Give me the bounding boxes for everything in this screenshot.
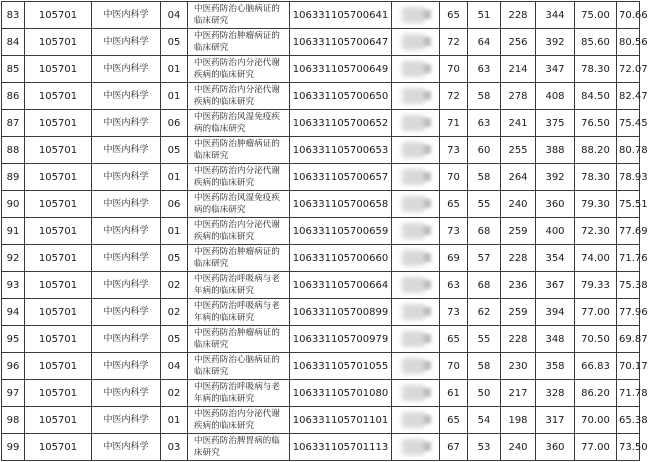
blurred-name-residue bbox=[423, 415, 431, 424]
total-score-cell: 80.78 bbox=[617, 137, 640, 164]
exam-id-cell: 106331105700647 bbox=[290, 29, 392, 56]
prelim-total-cell: 347 bbox=[536, 56, 575, 83]
row-number-cell: 90 bbox=[2, 191, 25, 218]
retest-score-cell: 84.50 bbox=[575, 83, 617, 110]
row-number-cell: 95 bbox=[2, 326, 25, 353]
blurred-name-mask bbox=[402, 223, 425, 239]
course1-score-cell: 240 bbox=[501, 434, 536, 461]
course1-score-cell: 214 bbox=[501, 56, 536, 83]
major-code-cell: 105701 bbox=[25, 164, 92, 191]
prelim-total-cell: 358 bbox=[536, 353, 575, 380]
table-row bbox=[2, 299, 640, 326]
redacted-name-cell bbox=[392, 110, 440, 137]
table-row bbox=[2, 164, 640, 191]
blurred-name-residue bbox=[423, 388, 431, 397]
total-score-cell: 71.78 bbox=[617, 380, 640, 407]
blurred-name-mask bbox=[402, 304, 425, 320]
total-score-cell: 69.87 bbox=[617, 326, 640, 353]
table-row bbox=[2, 137, 640, 164]
redacted-name-cell bbox=[392, 407, 440, 434]
retest-score-cell: 79.30 bbox=[575, 191, 617, 218]
row-number-cell: 92 bbox=[2, 245, 25, 272]
prelim-total-cell: 328 bbox=[536, 380, 575, 407]
research-direction-cell: 中医药防治脾胃病的临床研究 bbox=[188, 434, 290, 461]
retest-score-cell: 78.30 bbox=[575, 164, 617, 191]
course1-score-cell: 259 bbox=[501, 218, 536, 245]
english-score-cell: 51 bbox=[468, 2, 501, 29]
redacted-name-cell bbox=[392, 245, 440, 272]
english-score-cell: 55 bbox=[468, 326, 501, 353]
exam-id-cell: 106331105701080 bbox=[290, 380, 392, 407]
course1-score-cell: 228 bbox=[501, 245, 536, 272]
redacted-name-cell bbox=[392, 137, 440, 164]
major-name-cell: 中医内科学 bbox=[92, 380, 161, 407]
course1-score-cell: 240 bbox=[501, 191, 536, 218]
blurred-name-residue bbox=[423, 334, 431, 343]
course1-score-cell: 264 bbox=[501, 164, 536, 191]
research-direction-cell: 中医药防治内分泌代谢疾病的临床研究 bbox=[188, 218, 290, 245]
course1-score-cell: 228 bbox=[501, 2, 536, 29]
research-direction-cell: 中医药防治心脑病证的临床研究 bbox=[188, 353, 290, 380]
redacted-name-cell bbox=[392, 191, 440, 218]
research-direction-cell: 中医药防治呼吸病与老年病的临床研究 bbox=[188, 272, 290, 299]
research-direction-cell: 中医药防治肿瘤病证的临床研究 bbox=[188, 326, 290, 353]
retest-score-cell: 70.50 bbox=[575, 326, 617, 353]
direction-code-cell: 02 bbox=[161, 272, 188, 299]
research-direction-cell: 中医药防治肿瘤病证的临床研究 bbox=[188, 29, 290, 56]
retest-score-cell: 85.60 bbox=[575, 29, 617, 56]
total-score-cell: 65.38 bbox=[617, 407, 640, 434]
blurred-name-residue bbox=[423, 37, 431, 46]
major-name-cell: 中医内科学 bbox=[92, 164, 161, 191]
row-number-cell: 97 bbox=[2, 380, 25, 407]
retest-score-cell: 72.30 bbox=[575, 218, 617, 245]
exam-id-cell: 106331105700649 bbox=[290, 56, 392, 83]
blurred-name-residue bbox=[423, 64, 431, 73]
blurred-name-residue bbox=[423, 91, 431, 100]
retest-score-cell: 77.00 bbox=[575, 434, 617, 461]
blurred-name-residue bbox=[423, 307, 431, 316]
table-row bbox=[2, 353, 640, 380]
prelim-total-cell: 408 bbox=[536, 83, 575, 110]
blurred-name-mask bbox=[402, 277, 425, 293]
retest-score-cell: 66.83 bbox=[575, 353, 617, 380]
blurred-name-mask bbox=[402, 34, 425, 50]
exam-id-cell: 106331105700664 bbox=[290, 272, 392, 299]
major-code-cell: 105701 bbox=[25, 326, 92, 353]
row-number-cell: 87 bbox=[2, 110, 25, 137]
research-direction-cell: 中医药防治肿瘤病证的临床研究 bbox=[188, 245, 290, 272]
table-row bbox=[2, 380, 640, 407]
major-name-cell: 中医内科学 bbox=[92, 245, 161, 272]
table-row bbox=[2, 326, 640, 353]
blurred-name-residue bbox=[423, 226, 431, 235]
total-score-cell: 75.45 bbox=[617, 110, 640, 137]
prelim-total-cell: 348 bbox=[536, 326, 575, 353]
blurred-name-mask bbox=[402, 7, 425, 23]
redacted-name-cell bbox=[392, 56, 440, 83]
prelim-total-cell: 392 bbox=[536, 29, 575, 56]
blurred-name-residue bbox=[423, 10, 431, 19]
admission-score-table bbox=[1, 1, 648, 461]
major-code-cell: 105701 bbox=[25, 299, 92, 326]
retest-score-cell: 75.00 bbox=[575, 2, 617, 29]
direction-code-cell: 04 bbox=[161, 2, 188, 29]
row-number-cell: 89 bbox=[2, 164, 25, 191]
major-name-cell: 中医内科学 bbox=[92, 29, 161, 56]
row-number-cell: 88 bbox=[2, 137, 25, 164]
prelim-total-cell: 394 bbox=[536, 299, 575, 326]
total-score-cell: 75.38 bbox=[617, 272, 640, 299]
table-row bbox=[2, 272, 640, 299]
table-row bbox=[2, 2, 640, 29]
row-number-cell: 83 bbox=[2, 2, 25, 29]
major-name-cell: 中医内科学 bbox=[92, 353, 161, 380]
row-number-cell: 94 bbox=[2, 299, 25, 326]
major-name-cell: 中医内科学 bbox=[92, 434, 161, 461]
major-name-cell: 中医内科学 bbox=[92, 272, 161, 299]
research-direction-cell: 中医药防治风湿免疫疾病的临床研究 bbox=[188, 110, 290, 137]
blurred-name-residue bbox=[423, 118, 431, 127]
row-number-cell: 91 bbox=[2, 218, 25, 245]
english-score-cell: 68 bbox=[468, 272, 501, 299]
english-score-cell: 63 bbox=[468, 56, 501, 83]
politics-score-cell: 73 bbox=[440, 137, 468, 164]
english-score-cell: 68 bbox=[468, 218, 501, 245]
politics-score-cell: 65 bbox=[440, 407, 468, 434]
course1-score-cell: 255 bbox=[501, 137, 536, 164]
english-score-cell: 57 bbox=[468, 245, 501, 272]
major-code-cell: 105701 bbox=[25, 56, 92, 83]
major-code-cell: 105701 bbox=[25, 110, 92, 137]
blurred-name-residue bbox=[423, 253, 431, 262]
total-score-cell: 75.51 bbox=[617, 191, 640, 218]
research-direction-cell: 中医药防治肿瘤病证的临床研究 bbox=[188, 137, 290, 164]
english-score-cell: 60 bbox=[468, 137, 501, 164]
row-number-cell: 98 bbox=[2, 407, 25, 434]
direction-code-cell: 01 bbox=[161, 83, 188, 110]
total-score-cell: 73.50 bbox=[617, 434, 640, 461]
course1-score-cell: 228 bbox=[501, 326, 536, 353]
blurred-name-residue bbox=[423, 172, 431, 181]
prelim-total-cell: 392 bbox=[536, 164, 575, 191]
politics-score-cell: 70 bbox=[440, 353, 468, 380]
table-row bbox=[2, 29, 640, 56]
english-score-cell: 62 bbox=[468, 299, 501, 326]
blurred-name-mask bbox=[402, 61, 425, 77]
major-code-cell: 105701 bbox=[25, 245, 92, 272]
redacted-name-cell bbox=[392, 2, 440, 29]
blurred-name-mask bbox=[402, 358, 425, 374]
course1-score-cell: 259 bbox=[501, 299, 536, 326]
prelim-total-cell: 317 bbox=[536, 407, 575, 434]
redacted-name-cell bbox=[392, 380, 440, 407]
english-score-cell: 63 bbox=[468, 110, 501, 137]
retest-score-cell: 74.00 bbox=[575, 245, 617, 272]
total-score-cell: 78.93 bbox=[617, 164, 640, 191]
direction-code-cell: 05 bbox=[161, 326, 188, 353]
course1-score-cell: 241 bbox=[501, 110, 536, 137]
table-row bbox=[2, 218, 640, 245]
exam-id-cell: 106331105701113 bbox=[290, 434, 392, 461]
politics-score-cell: 69 bbox=[440, 245, 468, 272]
redacted-name-cell bbox=[392, 164, 440, 191]
prelim-total-cell: 360 bbox=[536, 434, 575, 461]
redacted-name-cell bbox=[392, 29, 440, 56]
major-code-cell: 105701 bbox=[25, 83, 92, 110]
research-direction-cell: 中医药防治内分泌代谢疾病的临床研究 bbox=[188, 83, 290, 110]
research-direction-cell: 中医药防治呼吸病与老年病的临床研究 bbox=[188, 380, 290, 407]
blurred-name-mask bbox=[402, 196, 425, 212]
direction-code-cell: 03 bbox=[161, 434, 188, 461]
blurred-name-mask bbox=[402, 142, 425, 158]
prelim-total-cell: 400 bbox=[536, 218, 575, 245]
course1-score-cell: 256 bbox=[501, 29, 536, 56]
blurred-name-residue bbox=[423, 361, 431, 370]
research-direction-cell: 中医药防治风湿免疫疾病的临床研究 bbox=[188, 191, 290, 218]
english-score-cell: 58 bbox=[468, 83, 501, 110]
major-code-cell: 105701 bbox=[25, 29, 92, 56]
total-score-cell: 70.66 bbox=[617, 2, 640, 29]
course1-score-cell: 278 bbox=[501, 83, 536, 110]
direction-code-cell: 01 bbox=[161, 218, 188, 245]
direction-code-cell: 05 bbox=[161, 137, 188, 164]
english-score-cell: 54 bbox=[468, 407, 501, 434]
retest-score-cell: 76.50 bbox=[575, 110, 617, 137]
major-name-cell: 中医内科学 bbox=[92, 56, 161, 83]
politics-score-cell: 65 bbox=[440, 191, 468, 218]
row-number-cell: 86 bbox=[2, 83, 25, 110]
direction-code-cell: 02 bbox=[161, 380, 188, 407]
blurred-name-mask bbox=[402, 412, 425, 428]
retest-score-cell: 70.00 bbox=[575, 407, 617, 434]
politics-score-cell: 63 bbox=[440, 272, 468, 299]
english-score-cell: 64 bbox=[468, 29, 501, 56]
blurred-name-mask bbox=[402, 115, 425, 131]
direction-code-cell: 01 bbox=[161, 164, 188, 191]
blurred-name-mask bbox=[402, 385, 425, 401]
politics-score-cell: 71 bbox=[440, 110, 468, 137]
politics-score-cell: 67 bbox=[440, 434, 468, 461]
english-score-cell: 58 bbox=[468, 353, 501, 380]
politics-score-cell: 70 bbox=[440, 164, 468, 191]
total-score-cell: 71.76 bbox=[617, 245, 640, 272]
english-score-cell: 50 bbox=[468, 380, 501, 407]
prelim-total-cell: 360 bbox=[536, 191, 575, 218]
major-name-cell: 中医内科学 bbox=[92, 407, 161, 434]
politics-score-cell: 70 bbox=[440, 56, 468, 83]
major-code-cell: 105701 bbox=[25, 434, 92, 461]
redacted-name-cell bbox=[392, 353, 440, 380]
major-code-cell: 105701 bbox=[25, 218, 92, 245]
research-direction-cell: 中医药防治内分泌代谢疾病的临床研究 bbox=[188, 407, 290, 434]
retest-score-cell: 79.33 bbox=[575, 272, 617, 299]
redacted-name-cell bbox=[392, 434, 440, 461]
total-score-cell: 70.17 bbox=[617, 353, 640, 380]
direction-code-cell: 01 bbox=[161, 407, 188, 434]
prelim-total-cell: 388 bbox=[536, 137, 575, 164]
politics-score-cell: 73 bbox=[440, 218, 468, 245]
major-name-cell: 中医内科学 bbox=[92, 110, 161, 137]
retest-score-cell: 86.20 bbox=[575, 380, 617, 407]
redacted-name-cell bbox=[392, 83, 440, 110]
direction-code-cell: 01 bbox=[161, 56, 188, 83]
major-code-cell: 105701 bbox=[25, 2, 92, 29]
exam-id-cell: 106331105701055 bbox=[290, 353, 392, 380]
table-row bbox=[2, 56, 640, 83]
retest-score-cell: 78.30 bbox=[575, 56, 617, 83]
politics-score-cell: 72 bbox=[440, 83, 468, 110]
politics-score-cell: 65 bbox=[440, 2, 468, 29]
politics-score-cell: 72 bbox=[440, 29, 468, 56]
politics-score-cell: 61 bbox=[440, 380, 468, 407]
retest-score-cell: 88.20 bbox=[575, 137, 617, 164]
row-number-cell: 84 bbox=[2, 29, 25, 56]
blurred-name-mask bbox=[402, 250, 425, 266]
table-row bbox=[2, 83, 640, 110]
exam-id-cell: 106331105700657 bbox=[290, 164, 392, 191]
course1-score-cell: 230 bbox=[501, 353, 536, 380]
table-row bbox=[2, 407, 640, 434]
exam-id-cell: 106331105700641 bbox=[290, 2, 392, 29]
row-number-cell: 99 bbox=[2, 434, 25, 461]
direction-code-cell: 05 bbox=[161, 29, 188, 56]
redacted-name-cell bbox=[392, 272, 440, 299]
blurred-name-residue bbox=[423, 199, 431, 208]
redacted-name-cell bbox=[392, 218, 440, 245]
exam-id-cell: 106331105700658 bbox=[290, 191, 392, 218]
blurred-name-mask bbox=[402, 169, 425, 185]
major-code-cell: 105701 bbox=[25, 407, 92, 434]
major-code-cell: 105701 bbox=[25, 191, 92, 218]
exam-id-cell: 106331105700659 bbox=[290, 218, 392, 245]
row-number-cell: 96 bbox=[2, 353, 25, 380]
major-name-cell: 中医内科学 bbox=[92, 2, 161, 29]
blurred-name-mask bbox=[402, 439, 425, 455]
major-name-cell: 中医内科学 bbox=[92, 137, 161, 164]
table-row bbox=[2, 191, 640, 218]
major-code-cell: 105701 bbox=[25, 353, 92, 380]
major-name-cell: 中医内科学 bbox=[92, 83, 161, 110]
direction-code-cell: 04 bbox=[161, 353, 188, 380]
exam-id-cell: 106331105700899 bbox=[290, 299, 392, 326]
research-direction-cell: 中医药防治内分泌代谢疾病的临床研究 bbox=[188, 164, 290, 191]
blurred-name-residue bbox=[423, 442, 431, 451]
total-score-cell: 77.69 bbox=[617, 218, 640, 245]
table-row bbox=[2, 434, 640, 461]
total-score-cell: 77.96 bbox=[617, 299, 640, 326]
row-number-cell: 93 bbox=[2, 272, 25, 299]
major-code-cell: 105701 bbox=[25, 137, 92, 164]
exam-id-cell: 106331105700650 bbox=[290, 83, 392, 110]
major-name-cell: 中医内科学 bbox=[92, 191, 161, 218]
english-score-cell: 55 bbox=[468, 191, 501, 218]
research-direction-cell: 中医药防治内分泌代谢疾病的临床研究 bbox=[188, 56, 290, 83]
exam-id-cell: 106331105700979 bbox=[290, 326, 392, 353]
direction-code-cell: 06 bbox=[161, 191, 188, 218]
blurred-name-residue bbox=[423, 280, 431, 289]
politics-score-cell: 65 bbox=[440, 326, 468, 353]
blurred-name-residue bbox=[423, 145, 431, 154]
blurred-name-mask bbox=[402, 88, 425, 104]
prelim-total-cell: 375 bbox=[536, 110, 575, 137]
prelim-total-cell: 354 bbox=[536, 245, 575, 272]
row-number-cell: 85 bbox=[2, 56, 25, 83]
research-direction-cell: 中医药防治心脑病证的临床研究 bbox=[188, 2, 290, 29]
exam-id-cell: 106331105700660 bbox=[290, 245, 392, 272]
total-score-cell: 82.47 bbox=[617, 83, 640, 110]
direction-code-cell: 05 bbox=[161, 245, 188, 272]
exam-id-cell: 106331105700652 bbox=[290, 110, 392, 137]
course1-score-cell: 198 bbox=[501, 407, 536, 434]
course1-score-cell: 217 bbox=[501, 380, 536, 407]
english-score-cell: 58 bbox=[468, 164, 501, 191]
blurred-name-mask bbox=[402, 331, 425, 347]
major-code-cell: 105701 bbox=[25, 272, 92, 299]
major-name-cell: 中医内科学 bbox=[92, 326, 161, 353]
total-score-cell: 72.07 bbox=[617, 56, 640, 83]
redacted-name-cell bbox=[392, 299, 440, 326]
major-code-cell: 105701 bbox=[25, 380, 92, 407]
retest-score-cell: 77.00 bbox=[575, 299, 617, 326]
politics-score-cell: 73 bbox=[440, 299, 468, 326]
exam-id-cell: 106331105700653 bbox=[290, 137, 392, 164]
redacted-name-cell bbox=[392, 326, 440, 353]
total-score-cell: 80.56 bbox=[617, 29, 640, 56]
prelim-total-cell: 344 bbox=[536, 2, 575, 29]
table-row bbox=[2, 110, 640, 137]
course1-score-cell: 236 bbox=[501, 272, 536, 299]
direction-code-cell: 06 bbox=[161, 110, 188, 137]
prelim-total-cell: 367 bbox=[536, 272, 575, 299]
table-row bbox=[2, 245, 640, 272]
english-score-cell: 53 bbox=[468, 434, 501, 461]
exam-id-cell: 106331105701101 bbox=[290, 407, 392, 434]
major-name-cell: 中医内科学 bbox=[92, 299, 161, 326]
direction-code-cell: 02 bbox=[161, 299, 188, 326]
research-direction-cell: 中医药防治呼吸病与老年病的临床研究 bbox=[188, 299, 290, 326]
major-name-cell: 中医内科学 bbox=[92, 218, 161, 245]
